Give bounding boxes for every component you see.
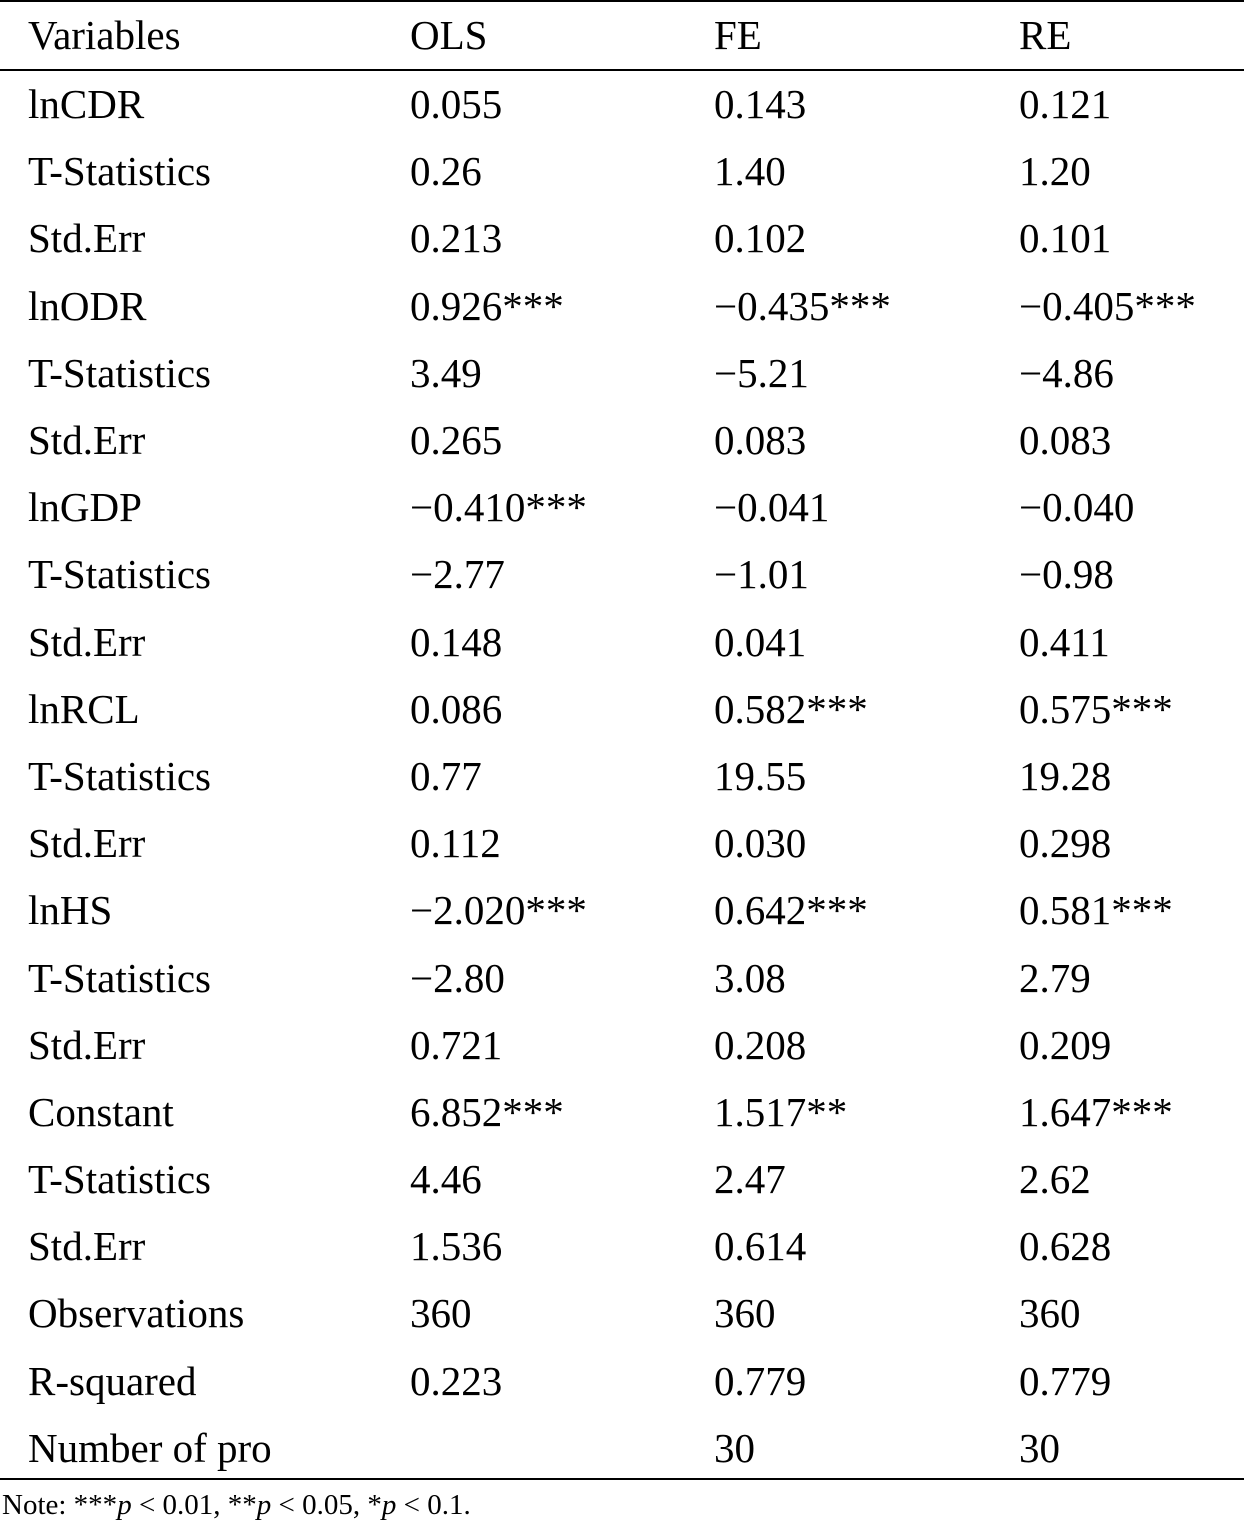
table-row bbox=[0, 609, 1244, 676]
table-row bbox=[0, 676, 1244, 743]
table-cell-ols: 0.26 bbox=[410, 148, 482, 195]
table-cell-ols: 6.852*** bbox=[410, 1088, 564, 1135]
table-cell-re: 0.209 bbox=[1019, 1021, 1112, 1068]
table-cell-ols: 0.148 bbox=[410, 618, 503, 665]
table-row bbox=[0, 810, 1244, 877]
table-cell-variable: Constant bbox=[28, 1088, 174, 1135]
table-cell-re: −4.86 bbox=[1019, 349, 1114, 396]
table-cell-re: 1.20 bbox=[1019, 148, 1091, 195]
table-cell-variable: Std.Err bbox=[28, 1223, 146, 1270]
table-cell-fe: 0.041 bbox=[714, 618, 807, 665]
table-cell-fe: 1.517** bbox=[714, 1088, 848, 1135]
table-cell-variable: lnCDR bbox=[28, 81, 145, 128]
note-mid1: < 0.01, ** bbox=[131, 1489, 257, 1521]
table-cell-re: 2.62 bbox=[1019, 1156, 1091, 1203]
table-cell-re: 30 bbox=[1019, 1424, 1060, 1471]
table-row bbox=[0, 205, 1244, 272]
table-cell-fe: 360 bbox=[714, 1290, 776, 1337]
table-cell-fe: 1.40 bbox=[714, 148, 786, 195]
table-cell-re: 0.121 bbox=[1019, 81, 1112, 128]
table-cell-fe: −0.435*** bbox=[714, 282, 891, 329]
table-cell-re: 0.779 bbox=[1019, 1357, 1112, 1404]
header-variables: Variables bbox=[28, 12, 181, 58]
table-cell-re: −0.405*** bbox=[1019, 282, 1196, 329]
table-cell-variable: Number of pro bbox=[28, 1424, 272, 1471]
table-cell-ols: 360 bbox=[410, 1290, 472, 1337]
table-cell-variable: T-Statistics bbox=[28, 954, 211, 1001]
table-cell-re: 1.647*** bbox=[1019, 1088, 1173, 1135]
table-cell-ols: 3.49 bbox=[410, 349, 482, 396]
table-row bbox=[0, 273, 1244, 340]
table-row bbox=[0, 138, 1244, 205]
table-cell-variable: T-Statistics bbox=[28, 752, 211, 799]
table-row bbox=[0, 877, 1244, 944]
table-bottom-rule bbox=[0, 1478, 1244, 1480]
table-cell-variable: T-Statistics bbox=[28, 1156, 211, 1203]
table-cell-variable: T-Statistics bbox=[28, 349, 211, 396]
table-cell-fe: 2.47 bbox=[714, 1156, 786, 1203]
table-cell-variable: Std.Err bbox=[28, 618, 146, 665]
table-cell-fe: −0.041 bbox=[714, 484, 830, 531]
table-cell-re: 0.083 bbox=[1019, 417, 1112, 464]
table-row bbox=[0, 1415, 1244, 1482]
note-suffix: < 0.1. bbox=[396, 1489, 471, 1521]
table-cell-re: −0.040 bbox=[1019, 484, 1135, 531]
table-cell-ols: −0.410*** bbox=[410, 484, 587, 531]
table-cell-variable: T-Statistics bbox=[28, 148, 211, 195]
table-cell-ols: −2.80 bbox=[410, 954, 505, 1001]
table-cell-fe: 0.102 bbox=[714, 215, 807, 262]
table-cell-re: 0.101 bbox=[1019, 215, 1112, 262]
table-cell-variable: R-squared bbox=[28, 1357, 197, 1404]
note-p2: p bbox=[256, 1489, 272, 1521]
table-cell-fe: 0.083 bbox=[714, 417, 807, 464]
table-cell-fe: 0.208 bbox=[714, 1021, 807, 1068]
table-cell-re: 360 bbox=[1019, 1290, 1081, 1337]
table-cell-ols: 4.46 bbox=[410, 1156, 482, 1203]
table-note bbox=[2, 1488, 471, 1523]
table-cell-variable: Observations bbox=[28, 1290, 245, 1337]
table-cell-variable: lnRCL bbox=[28, 685, 140, 732]
table-cell-variable: Std.Err bbox=[28, 1021, 146, 1068]
table-cell-fe: 0.642*** bbox=[714, 887, 868, 934]
table-cell-fe: 3.08 bbox=[714, 954, 786, 1001]
table-cell-ols: 0.213 bbox=[410, 215, 503, 262]
table-row bbox=[0, 1213, 1244, 1280]
table-cell-re: 0.298 bbox=[1019, 820, 1112, 867]
table-cell-re: 0.628 bbox=[1019, 1223, 1112, 1270]
header-ols: OLS bbox=[410, 12, 488, 58]
table-row bbox=[0, 743, 1244, 810]
table-cell-ols: 0.926*** bbox=[410, 282, 564, 329]
table-cell-ols: 0.77 bbox=[410, 752, 482, 799]
table-cell-re: −0.98 bbox=[1019, 551, 1114, 598]
table-cell-fe: 0.779 bbox=[714, 1357, 807, 1404]
table-cell-re: 0.575*** bbox=[1019, 685, 1173, 732]
table-cell-ols: 0.055 bbox=[410, 81, 503, 128]
table-cell-fe: 0.614 bbox=[714, 1223, 807, 1270]
table-row bbox=[0, 1079, 1244, 1146]
table-row bbox=[0, 340, 1244, 407]
note-prefix: Note: *** bbox=[2, 1489, 118, 1521]
table-cell-ols: −2.77 bbox=[410, 551, 505, 598]
table-row bbox=[0, 71, 1244, 138]
table-cell-variable: Std.Err bbox=[28, 215, 146, 262]
note-p3: p bbox=[381, 1489, 397, 1521]
note-mid2: < 0.05, * bbox=[271, 1489, 382, 1521]
table-cell-fe: −1.01 bbox=[714, 551, 809, 598]
table-cell-fe: −5.21 bbox=[714, 349, 809, 396]
table-cell-variable: Std.Err bbox=[28, 820, 146, 867]
table-row bbox=[0, 474, 1244, 541]
table-cell-fe: 30 bbox=[714, 1424, 755, 1471]
table-cell-ols: 1.536 bbox=[410, 1223, 503, 1270]
table-cell-fe: 19.55 bbox=[714, 752, 807, 799]
table-row bbox=[0, 407, 1244, 474]
table-cell-variable: lnODR bbox=[28, 282, 147, 329]
table-cell-re: 19.28 bbox=[1019, 752, 1112, 799]
table-cell-ols: 0.086 bbox=[410, 685, 503, 732]
table-row bbox=[0, 944, 1244, 1011]
table-header-row bbox=[0, 2, 1244, 69]
table-row bbox=[0, 1146, 1244, 1213]
table-cell-ols: 0.112 bbox=[410, 820, 501, 867]
table-row bbox=[0, 1348, 1244, 1415]
table-cell-ols: −2.020*** bbox=[410, 887, 587, 934]
table-body bbox=[0, 71, 1244, 1482]
header-fe: FE bbox=[714, 12, 762, 58]
table-cell-ols: 0.721 bbox=[410, 1021, 503, 1068]
table-cell-fe: 0.030 bbox=[714, 820, 807, 867]
table-cell-re: 0.411 bbox=[1019, 618, 1110, 665]
table-cell-variable: lnHS bbox=[28, 887, 113, 934]
header-re: RE bbox=[1019, 12, 1072, 58]
table-cell-variable: Std.Err bbox=[28, 417, 146, 464]
table-cell-variable: lnGDP bbox=[28, 484, 142, 531]
table-cell-fe: 0.143 bbox=[714, 81, 807, 128]
table-cell-fe: 0.582*** bbox=[714, 685, 868, 732]
table-row bbox=[0, 541, 1244, 608]
table-cell-ols: 0.265 bbox=[410, 417, 503, 464]
table-row bbox=[0, 1280, 1244, 1347]
table-cell-re: 2.79 bbox=[1019, 954, 1091, 1001]
note-p1: p bbox=[117, 1489, 132, 1521]
table-cell-ols: 0.223 bbox=[410, 1357, 503, 1404]
table-row bbox=[0, 1012, 1244, 1079]
table-cell-re: 0.581*** bbox=[1019, 887, 1173, 934]
table-cell-variable: T-Statistics bbox=[28, 551, 211, 598]
